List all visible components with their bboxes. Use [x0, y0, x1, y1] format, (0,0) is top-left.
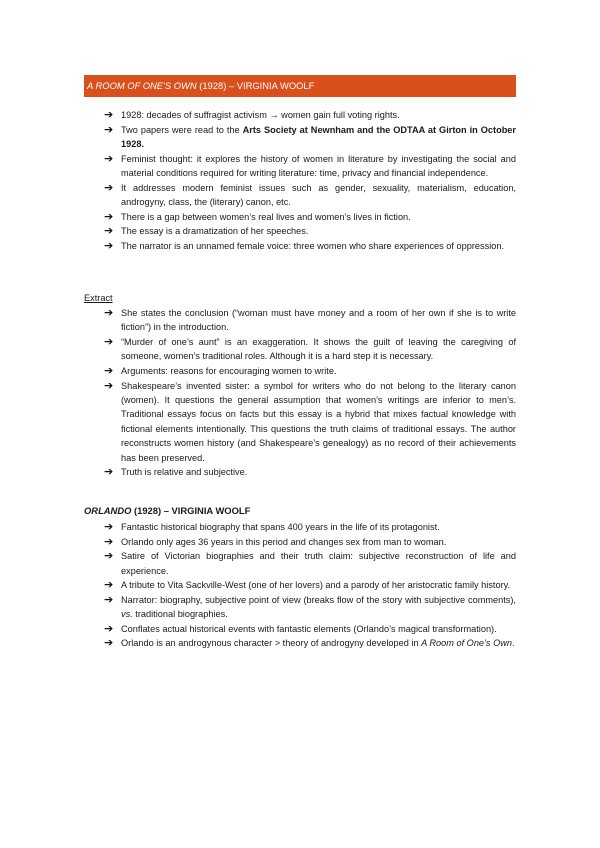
list-item — [84, 224, 516, 238]
arrow-icon: ➔ — [104, 379, 114, 392]
list-item-text: Two papers were read to the — [121, 124, 243, 135]
list-item-text: She states the conclusion (“woman must have money and a room of her own if she is to write fiction”) in the introduction. — [121, 308, 516, 333]
room-bullet-list — [84, 108, 516, 253]
list-item — [84, 239, 516, 253]
arrow-icon: ➔ — [104, 466, 114, 479]
banner-title-italic: A ROOM OF ONE'S OWN — [87, 80, 197, 91]
arrow-icon: ➔ — [104, 622, 114, 635]
list-item — [84, 379, 516, 465]
arrow-icon: ➔ — [104, 239, 114, 252]
list-item-text: traditional biographies. — [132, 609, 228, 620]
list-item-text: Truth is relative and subjective. — [121, 467, 248, 478]
list-item — [84, 335, 516, 364]
list-item-text: . — [511, 638, 515, 649]
arrow-icon: ➔ — [104, 109, 114, 121]
extract-label: Extract — [84, 293, 113, 303]
arrow-icon: ➔ — [104, 550, 114, 563]
arrow-icon: ➔ — [104, 365, 114, 377]
list-item-text: 1928: decades of suffragist activism → women gain full voting rights. — [121, 110, 400, 120]
list-item-text: Narrator: biography, subjective point of view (breaks flow of the story with subjective comments), — [121, 594, 516, 605]
list-item-italic-text: A Room of One’s Own — [421, 638, 512, 649]
arrow-icon: ➔ — [104, 336, 114, 348]
list-item — [84, 549, 516, 578]
arrow-icon: ➔ — [104, 579, 114, 592]
list-item-text: The essay is a dramatization of her speeches. — [121, 226, 309, 237]
list-item — [84, 636, 516, 650]
arrow-icon: ➔ — [104, 535, 114, 548]
list-item — [84, 622, 516, 636]
orlando-bullet-list — [84, 520, 516, 651]
arrow-icon: ➔ — [104, 521, 114, 533]
list-item-text: Fantastic historical biography that spans 400 years in the life of its protagonist. — [121, 522, 440, 532]
list-item-text: Conflates actual historical events with fantastic elements (Orlando’s magical transformation). — [121, 623, 497, 634]
section-heading-orlando — [84, 505, 250, 516]
list-item — [84, 593, 516, 622]
list-item — [84, 535, 516, 549]
list-item-text: Orlando is an androgynous character > theory of androgyny developed in — [121, 638, 422, 649]
list-item-text: Shakespeare’s invented sister: a symbol for writers who do not belong to the literary canon (women). It questions the general assumption that women’s writings are inferior to men’s. Traditional essays focus on facts but this essay is a hybrid that mixes factual knowledge with fictional elements intentionally. This questions the truth claims of traditional essays. The author reconstructs women history (and Shakespeare’s genealogy) as no record of their achievements has been preserved. — [121, 380, 516, 463]
list-item — [84, 108, 516, 122]
list-item — [84, 123, 516, 152]
section-banner-room — [84, 75, 516, 97]
list-item — [84, 210, 516, 224]
arrow-icon: ➔ — [104, 637, 114, 650]
arrow-icon: ➔ — [104, 593, 114, 606]
arrow-icon: ➔ — [104, 225, 114, 238]
heading-title-italic: ORLANDO — [84, 505, 132, 516]
list-item-bold-text: Arts Society at Newnham and the ODTAA at Girton in October 1928. — [121, 124, 516, 149]
list-item-text: “Murder of one’s aunt” is an exaggeration. It shows the guilt of leaving the caregiving of someone, women’s traditional roles. Although it is a hard step it is necessary. — [121, 337, 516, 362]
list-item-text: Orlando only ages 36 years in this period and changes sex from man to woman. — [121, 536, 447, 547]
list-item — [84, 578, 516, 592]
list-item — [84, 306, 516, 335]
extract-bullet-list — [84, 306, 516, 480]
heading-title-rest: (1928) – VIRGINIA WOOLF — [131, 505, 251, 516]
list-item-text: Arguments: reasons for encouraging women to write. — [121, 366, 337, 376]
list-item-text: It addresses modern feminist issues such as gender, sexuality, materialism, education, androgyny, class, the (literary) canon, etc. — [121, 182, 516, 207]
list-item-italic-text: vs. — [121, 609, 133, 620]
list-item — [84, 181, 516, 210]
list-item-text: There is a gap between women’s real lives and women’s lives in fiction. — [121, 211, 411, 222]
list-item — [84, 152, 516, 181]
list-item — [84, 465, 516, 479]
banner-title-rest: (1928) – VIRGINIA WOOLF — [196, 80, 315, 91]
list-item — [84, 364, 516, 378]
arrow-icon: ➔ — [104, 152, 114, 165]
arrow-icon: ➔ — [104, 181, 114, 194]
list-item-text: A tribute to Vita Sackville-West (one of her lovers) and a parody of her aristocratic family history. — [121, 580, 511, 591]
list-item-text: Feminist thought: it explores the history of women in literature by investigating the social and material conditions required for writing literature: time, privacy and financial independence. — [121, 153, 516, 178]
list-item-text: The narrator is an unnamed female voice: three women who share experiences of oppression. — [121, 240, 505, 251]
list-item — [84, 520, 516, 534]
arrow-icon: ➔ — [104, 123, 114, 136]
list-item-text: Satire of Victorian biographies and their truth claim: subjective reconstruction of life and experience. — [121, 551, 516, 576]
arrow-icon: ➔ — [104, 307, 114, 319]
arrow-icon: ➔ — [104, 210, 114, 223]
